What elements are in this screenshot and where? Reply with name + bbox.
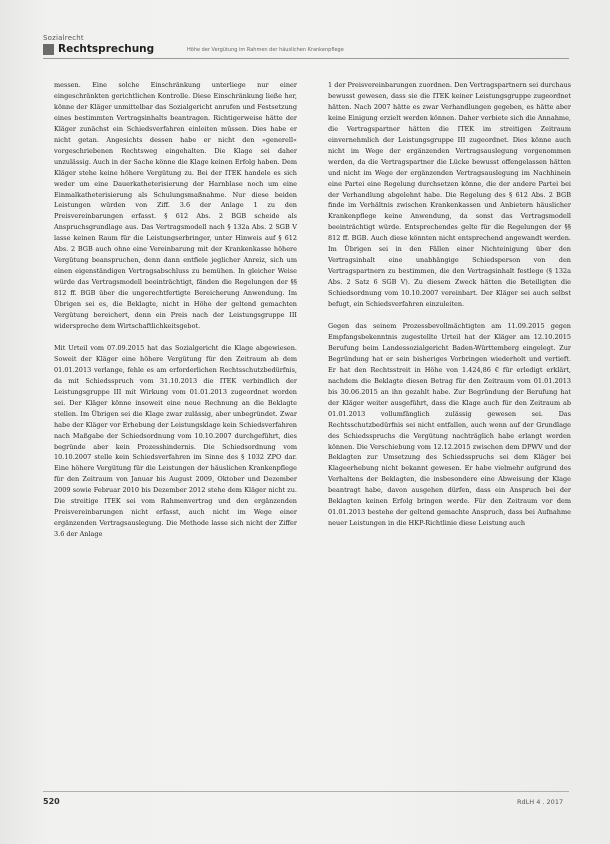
section-label: Sozialrecht bbox=[43, 34, 84, 42]
paragraph: Mit Urteil vom 07.09.2015 hat das Sozialgericht die Klage abgewiesen. Soweit der Kläger eine höhere Vergütung für den Zeitraum ab dem 01.01.2013 verlange, fehle es am erforderlichen Rechtsschutzbedürfnis, da mit Schiedsspruch vom 31.10.2013 die ITEK verbindlich der Leistungsgruppe III mit Wirkung vom 01.01.2013 zugeordnet worden sei. Der Kläger könne insoweit eine neue Rechnung an die Beklagte stellen. Im Übrigen sei die Klage zwar zulässig, aber unbegründet. Zwar habe der Kläger vor Erhebung der Leistungsklage kein Schiedsverfahren nach Maßgabe der Schiedsordnung vom 10.10.2007 durchgeführt, dies begründe aber kein Prozesshindernis. Die Schiedsordnung vom 10.10.2007 stelle kein Schiedsverfahren im Sinne des § 1032 ZPO dar. Eine höhere Vergütung für die Leistungen der häuslichen Krankenpflege für den Zeitraum von Januar bis August 2009, Oktober und Dezember 2009 sowie Februar 2010 bis Dezember 2012 stehe dem Kläger nicht zu. Die streitige ITEK sei vom Rahmenvertrag und den ergänzenden Preisvereinbarungen nicht erfasst, auch nicht im Wege einer ergänzenden Vertragsauslegung. Die Methode lasse sich nicht der Ziffer 3.6 der Anlage bbox=[54, 343, 297, 539]
paragraph: messen. Eine solche Einschränkung unterliege nur einer eingeschränkten gerichtlichen Kontrolle. Diese Einschränkung ließe her, könne der Kläger unmittelbar das Sozialgericht anrufen und Festsetzung eines bestimmten Vertragsinhalts beantragen. Richtigerweise hätte der Kläger zunächst ein Schiedsverfahren einleiten müssen. Dies habe er nicht getan. Angesichts dessen habe er nicht den »generell« vorgeschriebenen Rechtsweg eingehalten. Die Klage sei daher unzulässig. Auch in der Sache könne die Klage keinen Erfolg haben. Dem Kläger stehe keine höhere Vergütung zu. Bei der ITEK handele es sich weder um eine Dauerkatheterisierung der Harnblase noch um eine Einmalkatheterisierung als Schulungsmaßnahme. Nur diese beiden Leistungen würden von Ziff. 3.6 der Anlage 1 zu den Preisvereinbarungen erfasst. § 612 Abs. 2 BGB scheide als Anspruchsgrundlage aus. Das Vertragsmodell nach § 132a Abs. 2 SGB V lasse keinen Raum für die Leistungserbringer, unter Hinweis auf § 612 Abs. 2 BGB auch ohne eine Vereinbarung mit der Krankenkasse höhere Vergütung beanspruchen, denn dann entfiele jeglicher Anreiz, sich um einen eigenständigen Vertragsabschluss zu bemühen. In gleicher Weise würde das Vertragsmodell beeinträchtigt, fänden die Regelungen der §§ 812 ff. BGB über die ungerechtfertigte Bereicherung Anwendung. Im Übrigen sei es, die Beklagte, nicht in Höhe der geltend gemachten Vergütung bereichert, denn ein Preis nach der Leistungsgruppe III widerspreche dem Wirtschaftlichkeitsgebot. bbox=[54, 81, 297, 330]
page-title: Rechtsprechung bbox=[58, 43, 155, 55]
page-subtitle: Höhe der Vergütung im Rahmen der häuslichen Krankenpflege bbox=[187, 47, 344, 53]
paragraph: 1 der Preisvereinbarungen zuordnen. Den Vertragspartnern sei durchaus bewusst gewesen, dass sie die ITEK keiner Leistungsgruppe zugeordnet hätten. Nach 2007 hätte es zwar Verhandlungen gegeben, es hätte aber keine Einigung erzielt werden können. Daher verbiete sich die Annahme, die Vertragspartner hätten die ITEK im streitigen Zeitraum einvernehmlich der Leistungsgruppe III zugeordnet. Dies könne auch nicht im Wege der ergänzenden Vertragsauslegung vorgenommen werden, da die Vertragspartner die Lücke bewusst offengelassen hätten und nicht im Wege der ergänzenden Vertragsauslegung im Nachhinein eine Partei eine Regelung durchsetzen könne, die der andere Partei bei der Verhandlung abgelehnt habe. Die Regelung des § 612 Abs. 2 BGB finde im Verhältnis zwischen Krankenkassen und Anbietern häuslicher Krankenpflege keine Anwendung, da sonst das Vertragsmodell beeinträchtigt würde. Entsprechendes gelte für die Regelungen der §§ 812 ff. BGB. Auch diese könnten nicht entsprechend angewandt werden. Im Übrigen sei in den Fällen einer Nichteinigung über den Vertragsinhalt eine unabhängige Schiedsperson von den Vertragspartnern zu bestimmen, die den Vertragsinhalt festlege (§ 132a Abs. 2 Satz 6 SGB V). Zu diesem Zweck hätten die Beteiligten die Schiedsordnung vom 10.10.2007 vereinbart. Der Kläger sei auch selbst befugt, ein Schiedsverfahren einzuleiten. bbox=[328, 81, 571, 309]
left-column bbox=[54, 80, 297, 551]
journal-reference: RdLH 4 . 2017 bbox=[517, 798, 564, 806]
page-number: 520 bbox=[43, 797, 60, 806]
right-column bbox=[328, 80, 571, 540]
header-marker bbox=[43, 44, 54, 55]
header-divider bbox=[43, 58, 569, 59]
footer-divider bbox=[43, 791, 569, 792]
paragraph: Gegen das seinem Prozessbevollmächtigten am 11.09.2015 gegen Empfangsbekenntnis zugestellte Urteil hat der Kläger am 12.10.2015 Berufung beim Landessozialgericht Baden-Württemberg eingelegt. Zur Begründung hat er sein bisheriges Vorbringen wiederholt und vertieft. Er hat den Rechtsstreit in Höhe von 1.424,86 € für erledigt erklärt, nachdem die Beklagte diesen Betrag für den Zeitraum vom 01.01.2013 bis 30.06.2015 an ihn gezahlt habe. Zur Begründung der Berufung hat der Kläger weiter ausgeführt, dass die Klage auch für den Zeitraum ab 01.01.2013 vollumfänglich zulässig gewesen sei. Das Rechtsschutzbedürfnis sei nicht entfallen, auch wenn auf der Grundlage des Schiedsspruchs die Vergütung nachträglich habe erlangt werden können. Die Verschiebung vom 12.12.2015 zwischen dem DPWV und der Beklagten zur Umsetzung des Schiedsspruchs sei dem Kläger bei Klageerhebung nicht bekannt gewesen. Er habe vielmehr aufgrund des Verhaltens der Beklagten, die insbesondere eine Abweisung der Klage beantragt habe, davon ausgehen dürfen, dass ein Anspruch bei der Beklagten keinen Erfolg bringen werde. Für den Zeitraum vor dem 01.01.2013 bestehe der geltend gemachte Anspruch, dass bei Aufnahme neuer Leistungen in die HKP-Richtlinie diese Leistung auch bbox=[328, 322, 571, 528]
